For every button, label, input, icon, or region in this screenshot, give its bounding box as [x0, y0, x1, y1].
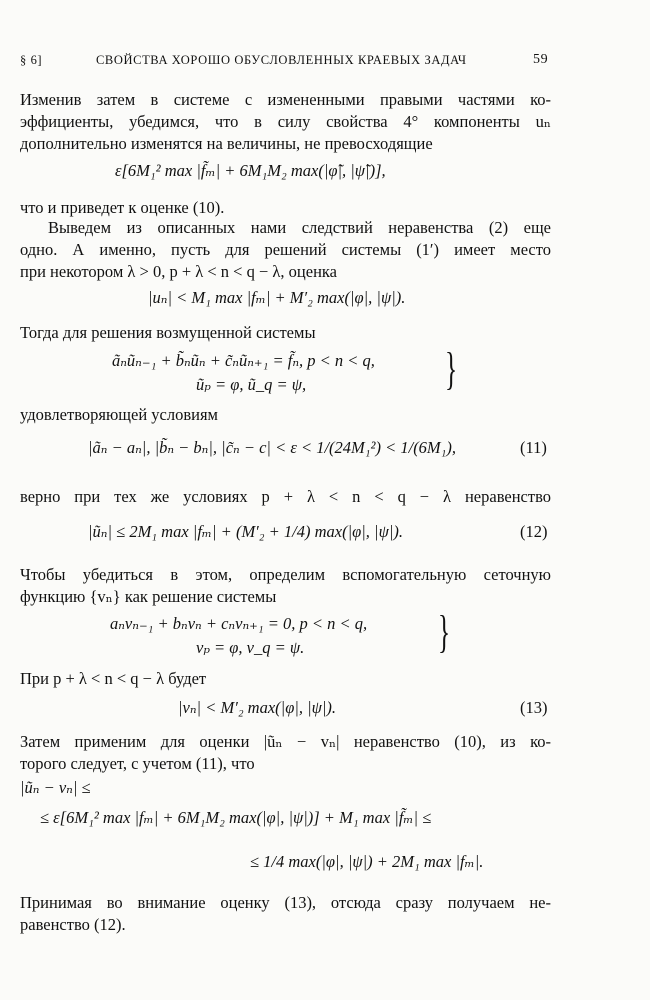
text-line: удовлетворяющей условиям [20, 405, 218, 424]
formula-chain-start: |ũₙ − vₙ| ≤ [20, 778, 91, 797]
formula-bound-perturbation: ε[6M₁² max |f̃ₘ| + 6M₁M₂ max(|φ̃|, |ψ̃|)], [115, 161, 386, 180]
formula-inequality-12: |ũₙ| ≤ 2M₁ max |fₘ| + (M′₂ + 1/4) max(|φ|, |ψ|). [88, 522, 403, 541]
text-line: что и приведет к оценке (10). [20, 198, 225, 217]
equation-number: (11) [520, 438, 547, 457]
text-line: дополнительно изменятся на величины, не превосходящие [20, 134, 433, 153]
formula-estimate-un: |uₙ| < M₁ max |fₘ| + M′₂ max(|φ|, |ψ|). [148, 288, 406, 307]
text-line: при некотором λ > 0, p + λ < n < q − λ, оценка [20, 262, 337, 281]
right-brace: } [438, 606, 451, 657]
text-line: равенство (12). [20, 915, 126, 934]
formula-estimate-vn: |vₙ| < M′₂ max(|φ|, |ψ|). [178, 698, 337, 717]
formula-auxiliary-system-eq: aₙvₙ₋₁ + bₙvₙ + cₙvₙ₊₁ = 0, p < n < q, [110, 614, 368, 633]
text-line: торого следует, с учетом (11), что [20, 754, 255, 773]
text-line: верно при тех же условиях p + λ < n < q − λ неравенство [20, 487, 551, 506]
text-line: эффициенты, убедимся, что в силу свойства 4° компоненты uₙ [20, 112, 551, 131]
running-title: СВОЙСТВА ХОРОШО ОБУСЛОВЛЕННЫХ КРАЕВЫХ ЗАДАЧ [96, 53, 467, 67]
right-brace: } [445, 343, 458, 394]
formula-perturbed-system-eq: ãₙũₙ₋₁ + b̃ₙũₙ + c̃ₙũₙ₊₁ = f̃ₙ, p < n < q, [112, 351, 375, 370]
text-line: Выведем из описанных нами следствий неравенства (2) еще [48, 218, 551, 237]
section-mark: § 6] [20, 53, 43, 67]
text-line: Чтобы убедиться в этом, определим вспомогательную сеточную [20, 565, 551, 584]
text-line: Затем применим для оценки |ũₙ − vₙ| неравенство (10), из ко- [20, 732, 551, 751]
page-number: 59 [533, 52, 549, 67]
formula-perturbed-system-bc: ũₚ = φ, ũ_q = ψ, [196, 375, 307, 394]
formula-auxiliary-system-bc: vₚ = φ, v_q = ψ. [196, 638, 305, 657]
text-line: одно. А именно, пусть для решений системы (1′) имеет место [20, 240, 551, 259]
formula-chain-end: ≤ 1/4 max(|φ|, |ψ|) + 2M₁ max |fₘ|. [250, 852, 484, 871]
text-line: При p + λ < n < q − λ будет [20, 669, 207, 688]
formula-conditions: |ãₙ − aₙ|, |b̃ₙ − bₙ|, |c̃ₙ − c| < ε < 1/(24M₁²) < 1/(6M₁), [88, 438, 457, 457]
text-line: Принимая во внимание оценку (13), отсюда сразу получаем не- [20, 893, 551, 912]
text-line: Тогда для решения возмущенной системы [20, 323, 316, 342]
text-line: функцию {vₙ} как решение системы [20, 587, 277, 606]
equation-number: (12) [520, 522, 548, 541]
formula-chain-middle: ≤ ε[6M₁² max |fₘ| + 6M₁M₂ max(|φ|, |ψ|)] + M₁ max |f̃ₘ| ≤ [40, 808, 432, 827]
text-line: Изменив затем в системе с измененными правыми частями ко- [20, 90, 551, 109]
equation-number: (13) [520, 698, 548, 717]
